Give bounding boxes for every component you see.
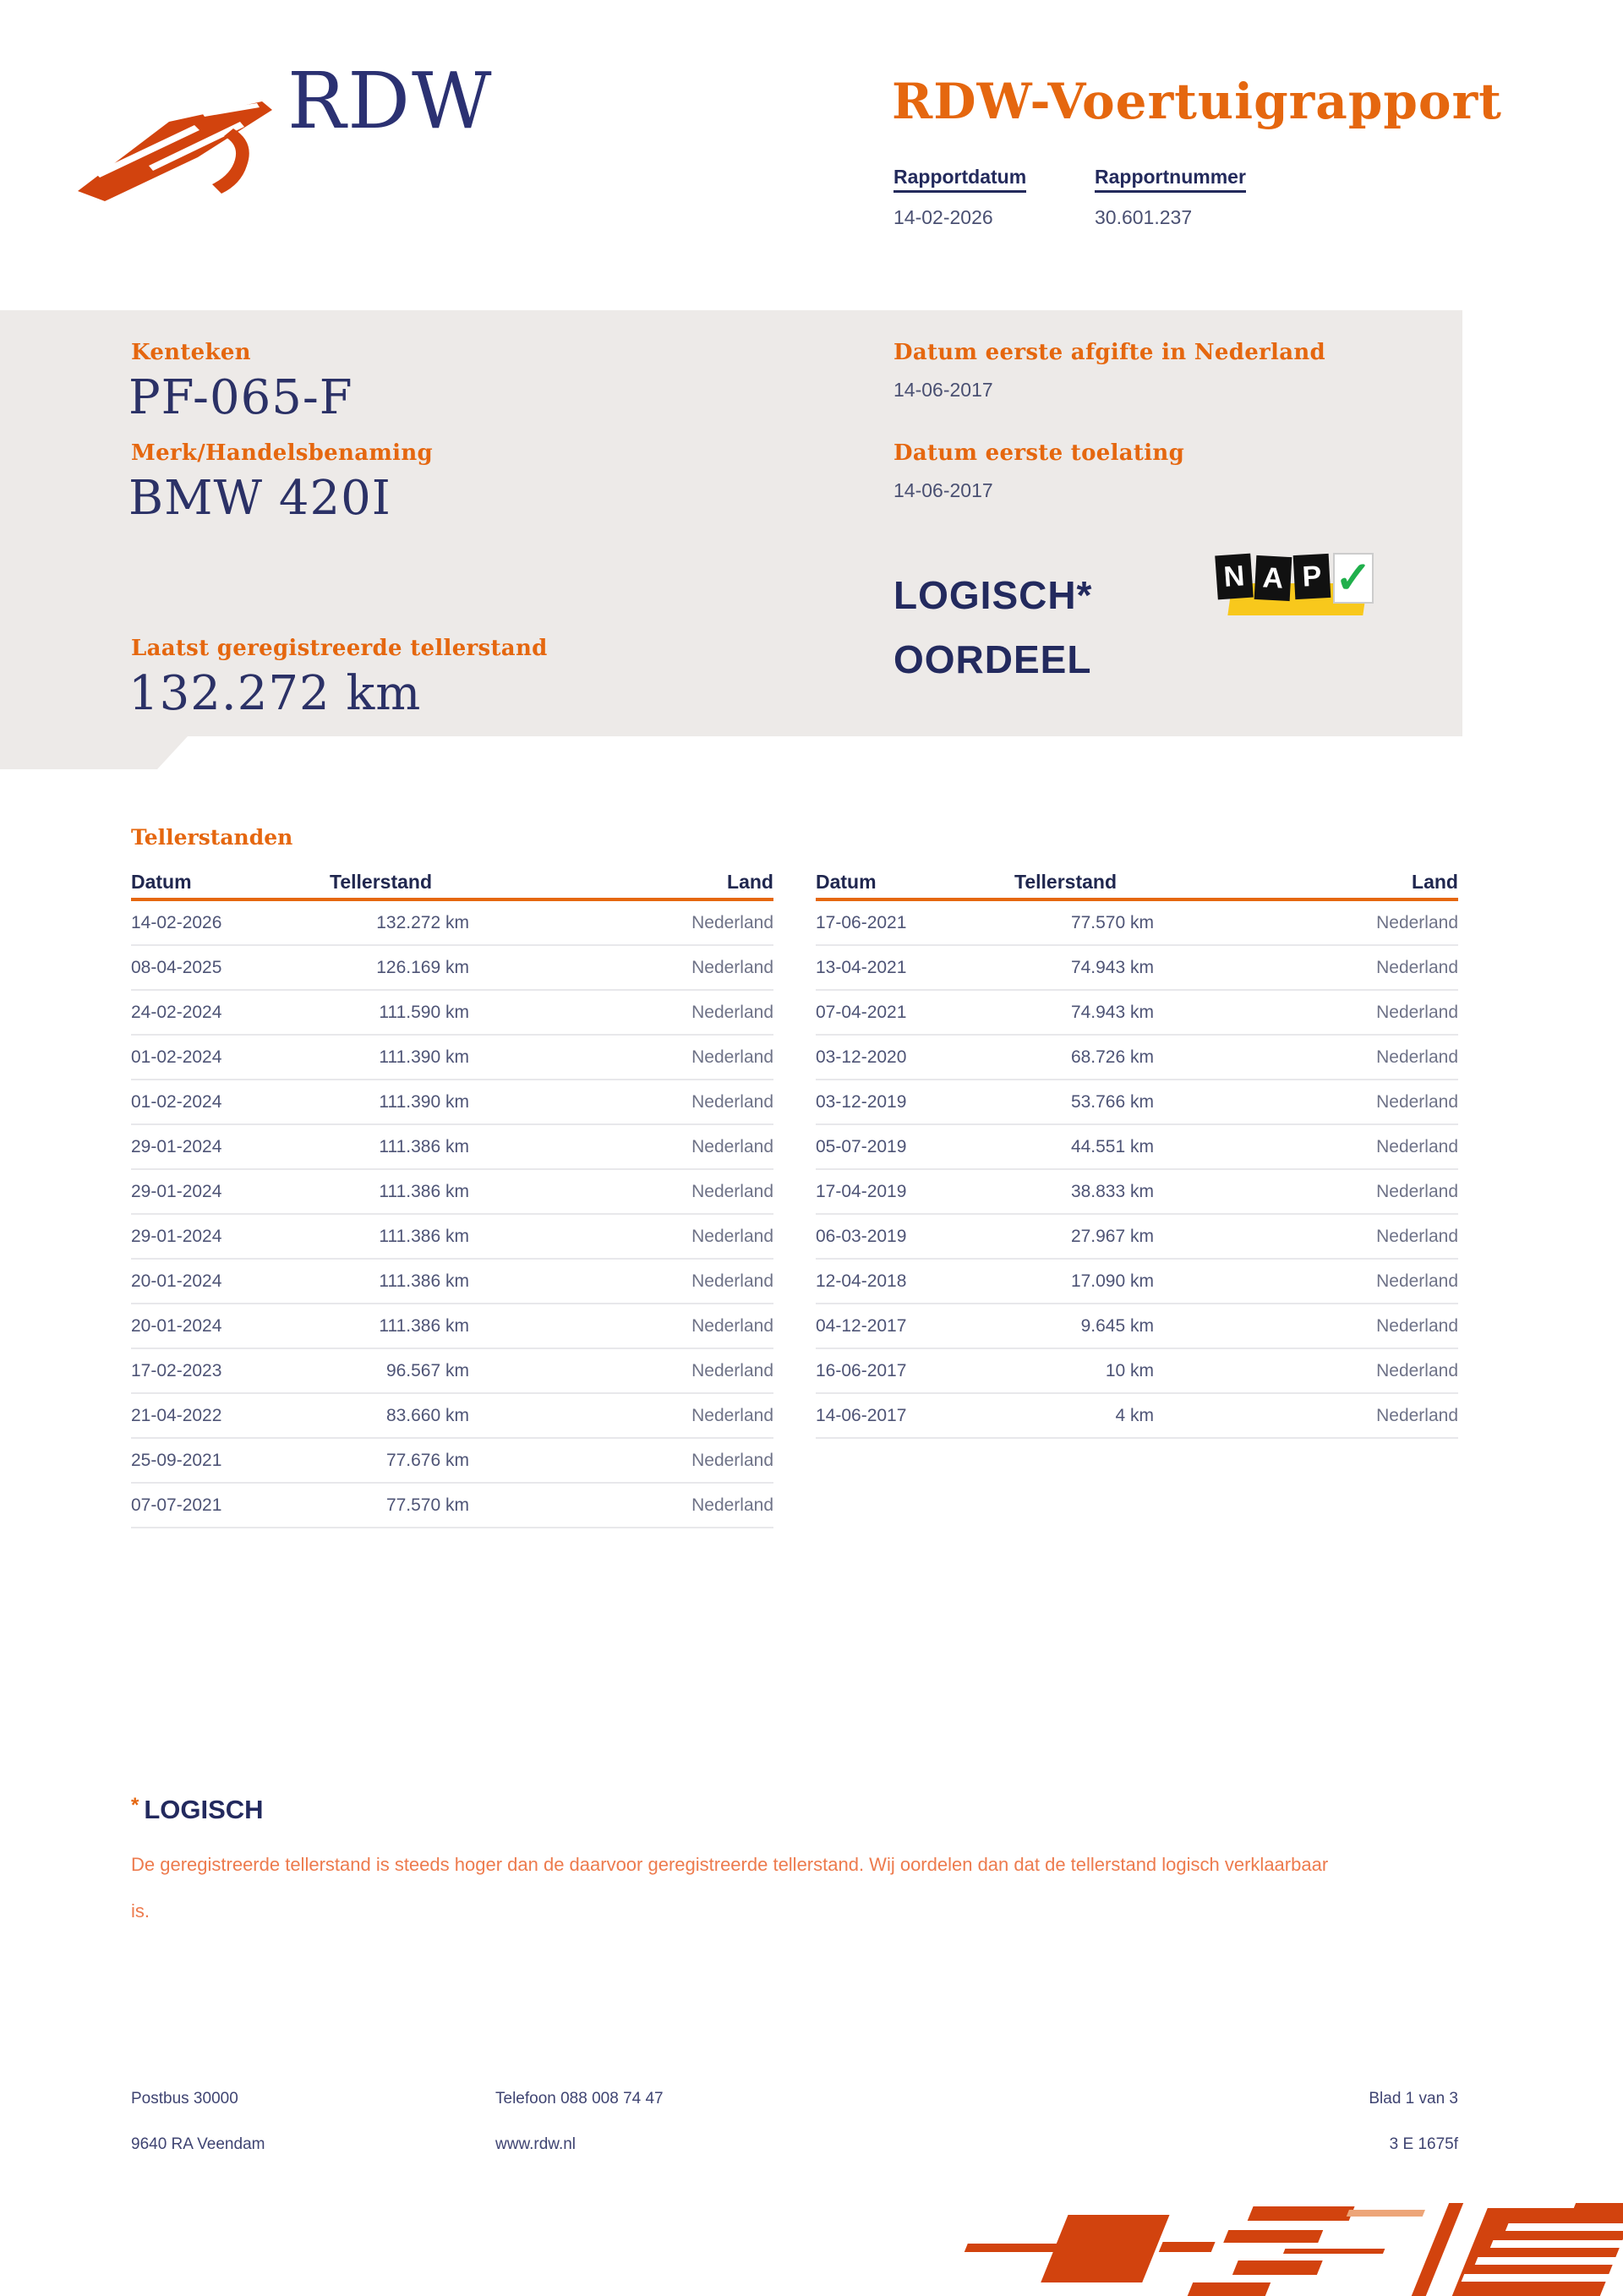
footer-address-line2: 9640 RA Veendam: [131, 2135, 265, 2153]
date-cell: 17-02-2023: [131, 1360, 222, 1380]
date-cell: 04-12-2017: [816, 1315, 907, 1336]
date-cell: 05-07-2019: [816, 1136, 907, 1156]
report-date-label: Rapportdatum: [893, 166, 1026, 193]
odometer-cell: 4 km: [1115, 1405, 1154, 1425]
footer-website: www.rdw.nl: [495, 2135, 577, 2153]
country-cell: Nederland: [691, 1136, 773, 1156]
odometer-cell: 111.386 km: [379, 1315, 469, 1336]
date-cell: 03-12-2020: [816, 1047, 907, 1067]
country-cell: Nederland: [691, 912, 773, 932]
date-cell: 14-06-2017: [816, 1405, 907, 1425]
odometer-cell: 9.645 km: [1080, 1315, 1154, 1336]
country-cell: Nederland: [1376, 1136, 1458, 1156]
odometer-table-right: [816, 871, 1458, 1439]
country-cell: Nederland: [691, 1450, 773, 1470]
date-cell: 07-07-2021: [131, 1495, 222, 1515]
odometer-cell: 126.169 km: [376, 957, 469, 977]
oordeel-verdict: [893, 563, 1092, 692]
odometer-cell: 132.272 km: [376, 912, 469, 932]
country-cell: Nederland: [1376, 1226, 1458, 1246]
country-cell: Nederland: [1376, 1047, 1458, 1067]
table-row: [816, 1394, 1458, 1439]
column-header-land: Land: [1412, 871, 1458, 893]
footer-address-line1: Postbus 30000: [131, 2090, 238, 2107]
country-cell: Nederland: [1376, 1181, 1458, 1201]
kenteken-label: Kenteken: [131, 340, 251, 365]
asterisk-marker: *: [131, 1794, 139, 1817]
column-header-datum: Datum: [131, 871, 192, 893]
odometer-cell: 77.570 km: [385, 1495, 469, 1515]
odometer-cell: 77.570 km: [1070, 912, 1154, 932]
laatste-tellerstand-value: 132.272 km: [128, 666, 422, 721]
report-number-value: 30.601.237: [1095, 206, 1193, 228]
laatste-tellerstand-label: Laatst geregistreerde tellerstand: [131, 636, 548, 661]
odometer-cell: 44.551 km: [1070, 1136, 1154, 1156]
table-row: [816, 946, 1458, 991]
country-cell: Nederland: [1376, 1091, 1458, 1112]
country-cell: Nederland: [1376, 1405, 1458, 1425]
odometer-cell: 111.390 km: [379, 1047, 469, 1067]
date-cell: 29-01-2024: [131, 1136, 222, 1156]
odometer-cell: 27.967 km: [1070, 1226, 1154, 1246]
date-cell: 17-04-2019: [816, 1181, 907, 1201]
table-row: [816, 1260, 1458, 1304]
country-cell: Nederland: [1376, 957, 1458, 977]
odometer-cell: 96.567 km: [385, 1360, 469, 1380]
eerste-afgifte-label: Datum eerste afgifte in Nederland: [893, 340, 1326, 365]
odometer-cell: 111.390 km: [379, 1091, 469, 1112]
footer-form-code: 3 E 1675f: [1389, 2135, 1458, 2153]
footer-page-indicator: Blad 1 van 3: [1369, 2090, 1458, 2107]
table-row: [131, 1304, 773, 1349]
oordeel-line2: OORDEEL: [893, 637, 1092, 681]
odometer-cell: 111.590 km: [379, 1002, 469, 1022]
odometer-cell: 68.726 km: [1070, 1047, 1154, 1067]
country-cell: Nederland: [1376, 1002, 1458, 1022]
odometer-cell: 38.833 km: [1070, 1181, 1154, 1201]
table-row: [131, 1170, 773, 1215]
odometer-cell: 10 km: [1105, 1360, 1154, 1380]
column-header-tellerstand: Tellerstand: [1014, 871, 1117, 893]
country-cell: Nederland: [691, 1091, 773, 1112]
table-row: [816, 1215, 1458, 1260]
table-row: [131, 1125, 773, 1170]
date-cell: 29-01-2024: [131, 1181, 222, 1201]
table-row: [131, 946, 773, 991]
column-header-land: Land: [727, 871, 773, 893]
country-cell: Nederland: [691, 1002, 773, 1022]
country-cell: Nederland: [691, 1226, 773, 1246]
eerste-afgifte-value: 14-06-2017: [893, 379, 993, 401]
table-row: [816, 1349, 1458, 1394]
rdw-stripe-graphic: [926, 2201, 1623, 2296]
eerste-toelating-label: Datum eerste toelating: [893, 440, 1185, 466]
table-row: [816, 1080, 1458, 1125]
table-row: [131, 1080, 773, 1125]
nap-letter-a: A: [1254, 555, 1292, 601]
date-cell: 25-09-2021: [131, 1450, 222, 1470]
table-header: [816, 871, 1458, 901]
date-cell: 29-01-2024: [131, 1226, 222, 1246]
odometer-cell: 77.676 km: [385, 1450, 469, 1470]
country-cell: Nederland: [691, 1271, 773, 1291]
date-cell: 06-03-2019: [816, 1226, 907, 1246]
table-row: [816, 991, 1458, 1036]
date-cell: 21-04-2022: [131, 1405, 222, 1425]
table-row: [131, 991, 773, 1036]
country-cell: Nederland: [691, 1047, 773, 1067]
country-cell: Nederland: [691, 957, 773, 977]
merk-label: Merk/Handelsbenaming: [131, 440, 434, 466]
odometer-cell: 111.386 km: [379, 1271, 469, 1291]
nap-logo: [1215, 551, 1375, 629]
date-cell: 03-12-2019: [816, 1091, 907, 1112]
date-cell: 07-04-2021: [816, 1002, 907, 1022]
table-row: [816, 1304, 1458, 1349]
table-row: [816, 1036, 1458, 1080]
date-cell: 13-04-2021: [816, 957, 907, 977]
country-cell: Nederland: [1376, 1271, 1458, 1291]
table-row: [131, 1394, 773, 1439]
table-row: [816, 1170, 1458, 1215]
column-header-tellerstand: Tellerstand: [330, 871, 432, 893]
eerste-toelating-value: 14-06-2017: [893, 479, 993, 501]
odometer-cell: 83.660 km: [385, 1405, 469, 1425]
nap-checkmark-icon: ✓: [1333, 553, 1374, 604]
date-cell: 17-06-2021: [816, 912, 907, 932]
logisch-note-title: LOGISCH: [144, 1795, 264, 1824]
country-cell: Nederland: [1376, 1315, 1458, 1336]
footer-phone: Telefoon 088 008 74 47: [495, 2090, 664, 2107]
date-cell: 24-02-2024: [131, 1002, 222, 1022]
date-cell: 16-06-2017: [816, 1360, 907, 1380]
odometer-cell: 53.766 km: [1070, 1091, 1154, 1112]
table-row: [816, 1125, 1458, 1170]
country-cell: Nederland: [691, 1495, 773, 1515]
date-cell: 08-04-2025: [131, 957, 222, 977]
table-row: [131, 1215, 773, 1260]
report-number-label: Rapportnummer: [1095, 166, 1246, 193]
date-cell: 20-01-2024: [131, 1271, 222, 1291]
page-title: RDW-Voertuigrapport: [892, 73, 1502, 130]
rdw-logo-text: RDW: [287, 56, 494, 146]
country-cell: Nederland: [1376, 1360, 1458, 1380]
table-row: [131, 901, 773, 946]
country-cell: Nederland: [691, 1181, 773, 1201]
odometer-cell: 74.943 km: [1070, 957, 1154, 977]
table-row: [131, 1036, 773, 1080]
nap-letter-p: P: [1293, 554, 1331, 599]
date-cell: 01-02-2024: [131, 1047, 222, 1067]
kenteken-value: PF-065-F: [128, 370, 353, 425]
rdw-feather-logo-icon: [74, 85, 277, 203]
country-cell: Nederland: [691, 1360, 773, 1380]
tellerstanden-section-title: Tellerstanden: [131, 825, 293, 850]
table-rows: [816, 901, 1458, 1439]
logisch-note-body: De geregistreerde tellerstand is steeds hoger dan de daarvoor geregistreerde tellerstand. Wij oordelen dan dat de tellerstand logisch verklaarbaar is.: [131, 1854, 1329, 1922]
table-rows: [131, 901, 773, 1528]
odometer-cell: 17.090 km: [1070, 1271, 1154, 1291]
table-row: [131, 1484, 773, 1528]
stripe-group: [947, 2203, 1623, 2296]
odometer-cell: 111.386 km: [379, 1226, 469, 1246]
date-cell: 01-02-2024: [131, 1091, 222, 1112]
nap-letter-n: N: [1215, 554, 1254, 600]
merk-value: BMW 420I: [128, 471, 391, 526]
table-header: [131, 871, 773, 901]
logisch-note-heading: [131, 1794, 264, 1825]
table-row: [131, 1349, 773, 1394]
odometer-cell: 111.386 km: [379, 1181, 469, 1201]
date-cell: 12-04-2018: [816, 1271, 907, 1291]
country-cell: Nederland: [691, 1315, 773, 1336]
report-date-value: 14-02-2026: [893, 206, 993, 228]
date-cell: 20-01-2024: [131, 1315, 222, 1336]
odometer-cell: 111.386 km: [379, 1136, 469, 1156]
country-cell: Nederland: [691, 1405, 773, 1425]
date-cell: 14-02-2026: [131, 912, 222, 932]
table-row: [816, 901, 1458, 946]
odometer-table-left: [131, 871, 773, 1528]
country-cell: Nederland: [1376, 912, 1458, 932]
table-row: [131, 1439, 773, 1484]
column-header-datum: Datum: [816, 871, 877, 893]
oordeel-line1: LOGISCH*: [893, 573, 1093, 617]
odometer-cell: 74.943 km: [1070, 1002, 1154, 1022]
table-row: [131, 1260, 773, 1304]
